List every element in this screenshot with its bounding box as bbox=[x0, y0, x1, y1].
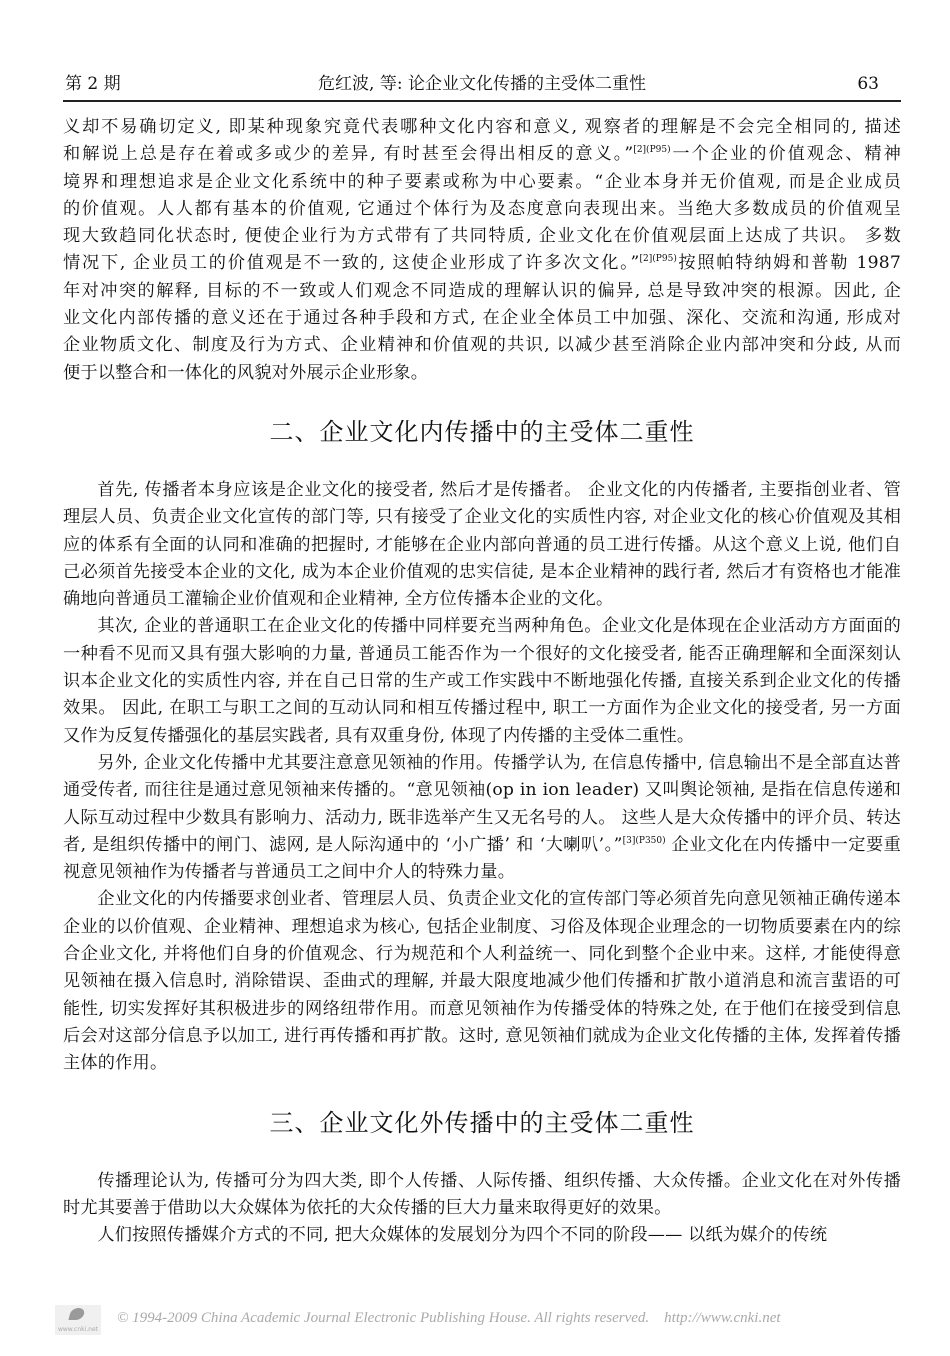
text-line: 的价值观。人人都有基本的价值观, 它通过个体行为及态度意向表现出来。当绝大多数成员的价值观呈 bbox=[63, 198, 901, 219]
running-title: 危红波, 等: 论企业文化传播的主受体二重性 bbox=[318, 74, 646, 94]
text-line: 业文化内部传播的意义还在于通过各种手段和方式, 在企业全体员工中加强、深化、交流和沟通, 形成对 bbox=[63, 308, 901, 329]
logo-text: www.cnki.net bbox=[57, 1326, 99, 1333]
paragraph: 传播理论认为, 传播可分为四大类, 即个人传播、人际传播、组织传播、大众传播。企业文化在对外传播时尤其要善于借助以大众媒体为依托的大众传播的巨大力量来取得更好的效果。 bbox=[63, 1170, 901, 1218]
article-body bbox=[63, 114, 901, 1249]
paragraph: 人们按照传播媒介方式的不同, 把大众媒体的发展划分为四个不同的阶段—— 以纸为媒介的传统 bbox=[97, 1225, 828, 1246]
text-line: 和解说上总是存在着或多或少的差异, 有时甚至会得出相反的意义。”$^{[2](P95)}$一个企业的价值观念、精神 bbox=[63, 144, 901, 165]
paragraph: 企业文化的内传播要求创业者、管理层人员、负责企业文化的宣传部门等必须首先向意见领袖正确传递本企业的以价值观、企业精神、理想追求为核心, 包括企业制度、习俗及体现企业理念的一切物质要素在内的综合企业文化, 并将他们自身的价值观念、行为规范和个人利益统一、同化到整个企业中来。这样, 才能使得意见领袖在摄入信息时, 消除错误、歪曲式的理解, 并最大限度地减少他们传播和扩散小道消息和流言蜚语的可能性, 切实发挥好其积极进步的网络纽带作用。而意见领袖作为传播受体的特殊之处, 在于他们在接受到信息后会对这部分信息予以加工, 进行再传播和再扩散。这时, 意见领袖们就成为企业文化传播的主体, 发挥着传播主体的作用。 bbox=[63, 889, 901, 1074]
text-line: 便于以整合和一体化的风貌对外展示企业形象。 bbox=[63, 362, 429, 383]
cnki-mark-icon bbox=[68, 1308, 85, 1320]
text-line: 现大致趋同化状态时, 便使企业行为方式带有了共同特质, 企业文化在价值观层面上达成了共识。 多数 bbox=[63, 226, 901, 247]
page-number: 63 bbox=[857, 74, 879, 94]
copyright-text: © 1994-2009 China Academic Journal Electronic Publishing House. All rights reserved. http://www.cnki.net bbox=[117, 1310, 781, 1326]
section-heading-3: 三、企业文化外传播中的主受体二重性 bbox=[269, 1108, 695, 1137]
intro-paragraph bbox=[63, 114, 901, 387]
section-heading-2: 二、企业文化内传播中的主受体二重性 bbox=[269, 417, 695, 446]
text-line: 境界和理想追求是企业文化系统中的种子要素或称为中心要素。“企业本身并无价值观, 而是企业成员 bbox=[63, 171, 901, 192]
citation: [3](P350) bbox=[622, 835, 666, 846]
cnki-logo-icon bbox=[55, 1305, 101, 1335]
text-line: 年对冲突的解释, 目标的不一致或人们观念不同造成的理解认识的偏异, 总是导致冲突的根源。因此, 企 bbox=[63, 280, 901, 301]
text-line: 企业物质文化、制度及行为方式、企业精神和价值观的共识, 以减少甚至消除企业内部冲突和分歧, 从而 bbox=[63, 335, 901, 356]
issue-number: 第 2 期 bbox=[65, 74, 121, 94]
running-header bbox=[63, 72, 901, 102]
paragraph: 其次, 企业的普通职工在企业文化的传播中同样要充当两种角色。企业文化是体现在企业活动方方面面的一种看不见而又具有强大影响的力量, 普通员工能否作为一个很好的文化接受者, 能否正确理解和全面深刻认识本企业文化的实质性内容, 并在自己日常的生产或工作实践中不断地强化传播, 直接关系到企业文化的传播效果。 因此, 在职工与职工之间的互动认同和相互传播过程中, 职工一方面作为企业文化的接受者, 另一方面又作为反复传播强化的基层实践者, 具有双重身份, 体现了内传播的主受体二重性。 bbox=[63, 616, 901, 746]
paragraph: 另外, 企业文化传播中尤其要注意意见领袖的作用。传播学认为, 在信息传播中, 信息输出不是全部直达普通受传者, 而往往是通过意见领袖来传播的。“意见领袖(op in ion leader) 又叫舆论领袖, 是指在信息传递和人际互动过程中少数具有影响力、活动力, 既非选举产生又无名号的人。 这些人是大众传播中的评介员、转达者, 是组织传播中的闸门、滤网, 是人际沟通中的 ‘小广播’ 和 ‘大喇叭’。”$^{[3](P350)}$ 企业文化在内传播中一定要重视意见领袖作为传播者与普通员工之间中介人的特殊力量。 bbox=[63, 752, 902, 883]
text-line: 情况下, 企业员工的价值观是不一致的, 这使企业形成了许多次文化。”$^{[2](P95)}$按照帕特纳姆和普勒 1987 bbox=[63, 253, 901, 274]
paragraph: 首先, 传播者本身应该是企业文化的接受者, 然后才是传播者。 企业文化的内传播者, 主要指创业者、管理层人员、负责企业文化宣传的部门等, 只有接受了企业文化的实质性内容, 对企业文化的核心价值观及其相应的体系有全面的认同和准确的把握时, 才能够在企业内部向普通的员工进行传播。从这个意义上说, 他们自己必须首先接受本企业的文化, 成为本企业价值观的忠实信徒, 是本企业精神的践行者, 然后才有资格也才能准确地向普通员工灌输企业价值观和企业精神, 全方位传播本企业的文化。 bbox=[63, 479, 901, 610]
text-line: 义却不易确切定义, 即某种现象究竟代表哪种文化内容和意义, 观察者的理解是不会完全相同的, 描述 bbox=[63, 117, 901, 137]
citation: [2](P95) bbox=[639, 254, 677, 265]
citation: [2](P95) bbox=[633, 145, 671, 156]
copyright-footer bbox=[55, 1305, 915, 1335]
